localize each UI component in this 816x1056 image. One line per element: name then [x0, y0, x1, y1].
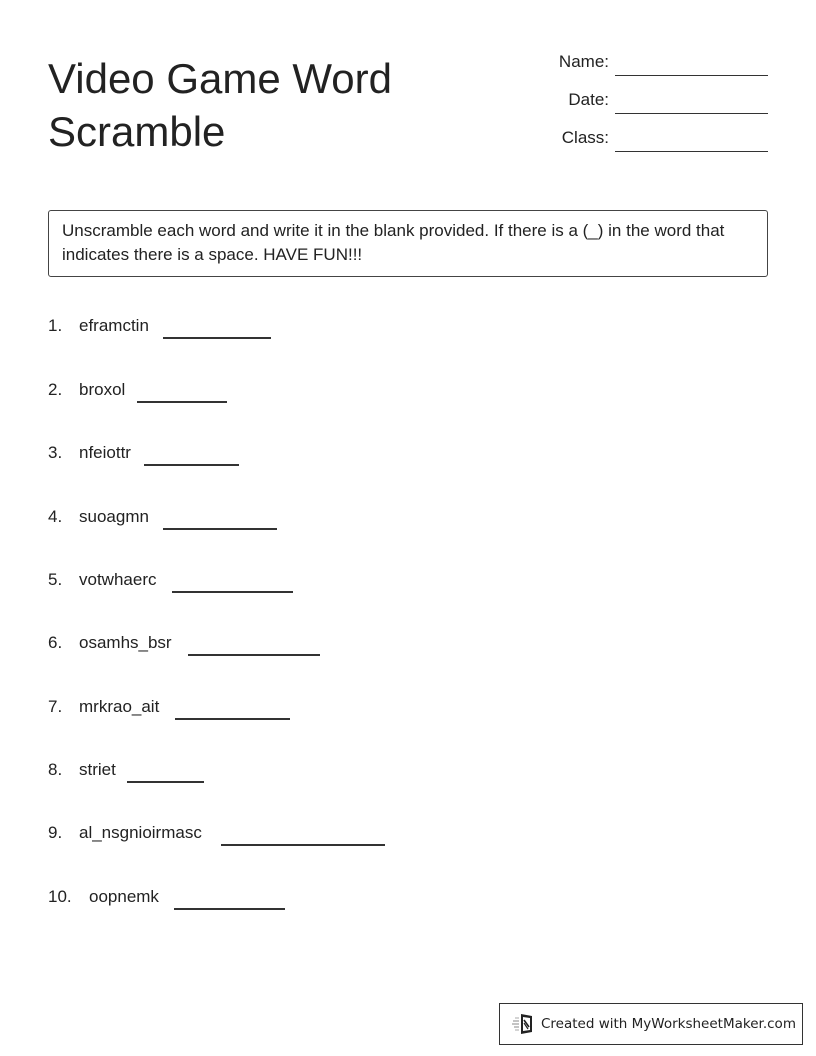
scrambled-word: oopnemk: [89, 887, 159, 906]
date-blank-line[interactable]: [615, 113, 768, 114]
instructions-box: Unscramble each word and write it in the blank provided. If there is a (_) in the word that indicates there is a space. HAVE FUN!!!: [48, 210, 768, 277]
answer-blank[interactable]: [163, 528, 277, 530]
class-blank-line[interactable]: [615, 151, 768, 152]
name-field: [520, 50, 768, 78]
answer-blank[interactable]: [174, 908, 285, 910]
answer-blank[interactable]: [221, 844, 385, 846]
answer-blank[interactable]: [127, 781, 204, 783]
worksheet-maker-logo-icon: [512, 1013, 536, 1035]
created-with-badge[interactable]: [499, 1003, 803, 1045]
created-with-text[interactable]: Created with MyWorksheetMaker.com: [541, 1016, 796, 1032]
scramble-item: [48, 758, 748, 788]
scrambled-word: osamhs_bsr: [79, 633, 172, 652]
scrambled-word: al_nsgnioirmasc: [79, 823, 202, 842]
scrambled-word: nfeiottr: [79, 443, 131, 462]
answer-blank[interactable]: [172, 591, 293, 593]
answer-blank[interactable]: [188, 654, 320, 656]
item-number: 10.: [48, 887, 72, 906]
name-blank-line[interactable]: [615, 75, 768, 76]
item-number: 2.: [48, 380, 63, 399]
scrambled-word: suoagmn: [79, 507, 149, 526]
scramble-item: [48, 631, 748, 661]
date-field: [520, 88, 768, 116]
class-field: [520, 126, 768, 154]
scrambled-word: striet: [79, 760, 116, 779]
scramble-item: [48, 441, 748, 471]
item-number: 3.: [48, 443, 63, 462]
scrambled-word: eframctin: [79, 316, 149, 335]
scramble-item: [48, 378, 748, 408]
name-label: Name:: [558, 52, 609, 71]
scramble-item: [48, 821, 748, 851]
item-number: 9.: [48, 823, 63, 842]
scramble-item: [48, 505, 748, 535]
scrambled-word: broxol: [79, 380, 126, 399]
answer-blank[interactable]: [163, 337, 271, 339]
scramble-item: [48, 695, 748, 725]
scramble-item: [48, 314, 748, 344]
item-number: 5.: [48, 570, 63, 589]
item-number: 7.: [48, 697, 63, 716]
answer-blank[interactable]: [175, 718, 290, 720]
worksheet-title: Video Game Word Scramble: [48, 55, 392, 155]
class-label: Class:: [561, 128, 609, 147]
answer-blank[interactable]: [137, 401, 227, 403]
date-label: Date:: [568, 90, 609, 109]
answer-blank[interactable]: [144, 464, 239, 466]
item-number: 4.: [48, 507, 63, 526]
item-number: 8.: [48, 760, 63, 779]
scrambled-word: mrkrao_ait: [79, 697, 160, 716]
item-number: 1.: [48, 316, 63, 335]
scramble-item: [48, 885, 748, 915]
scrambled-word: votwhaerc: [79, 570, 157, 589]
scramble-item: [48, 568, 748, 598]
item-number: 6.: [48, 633, 63, 652]
